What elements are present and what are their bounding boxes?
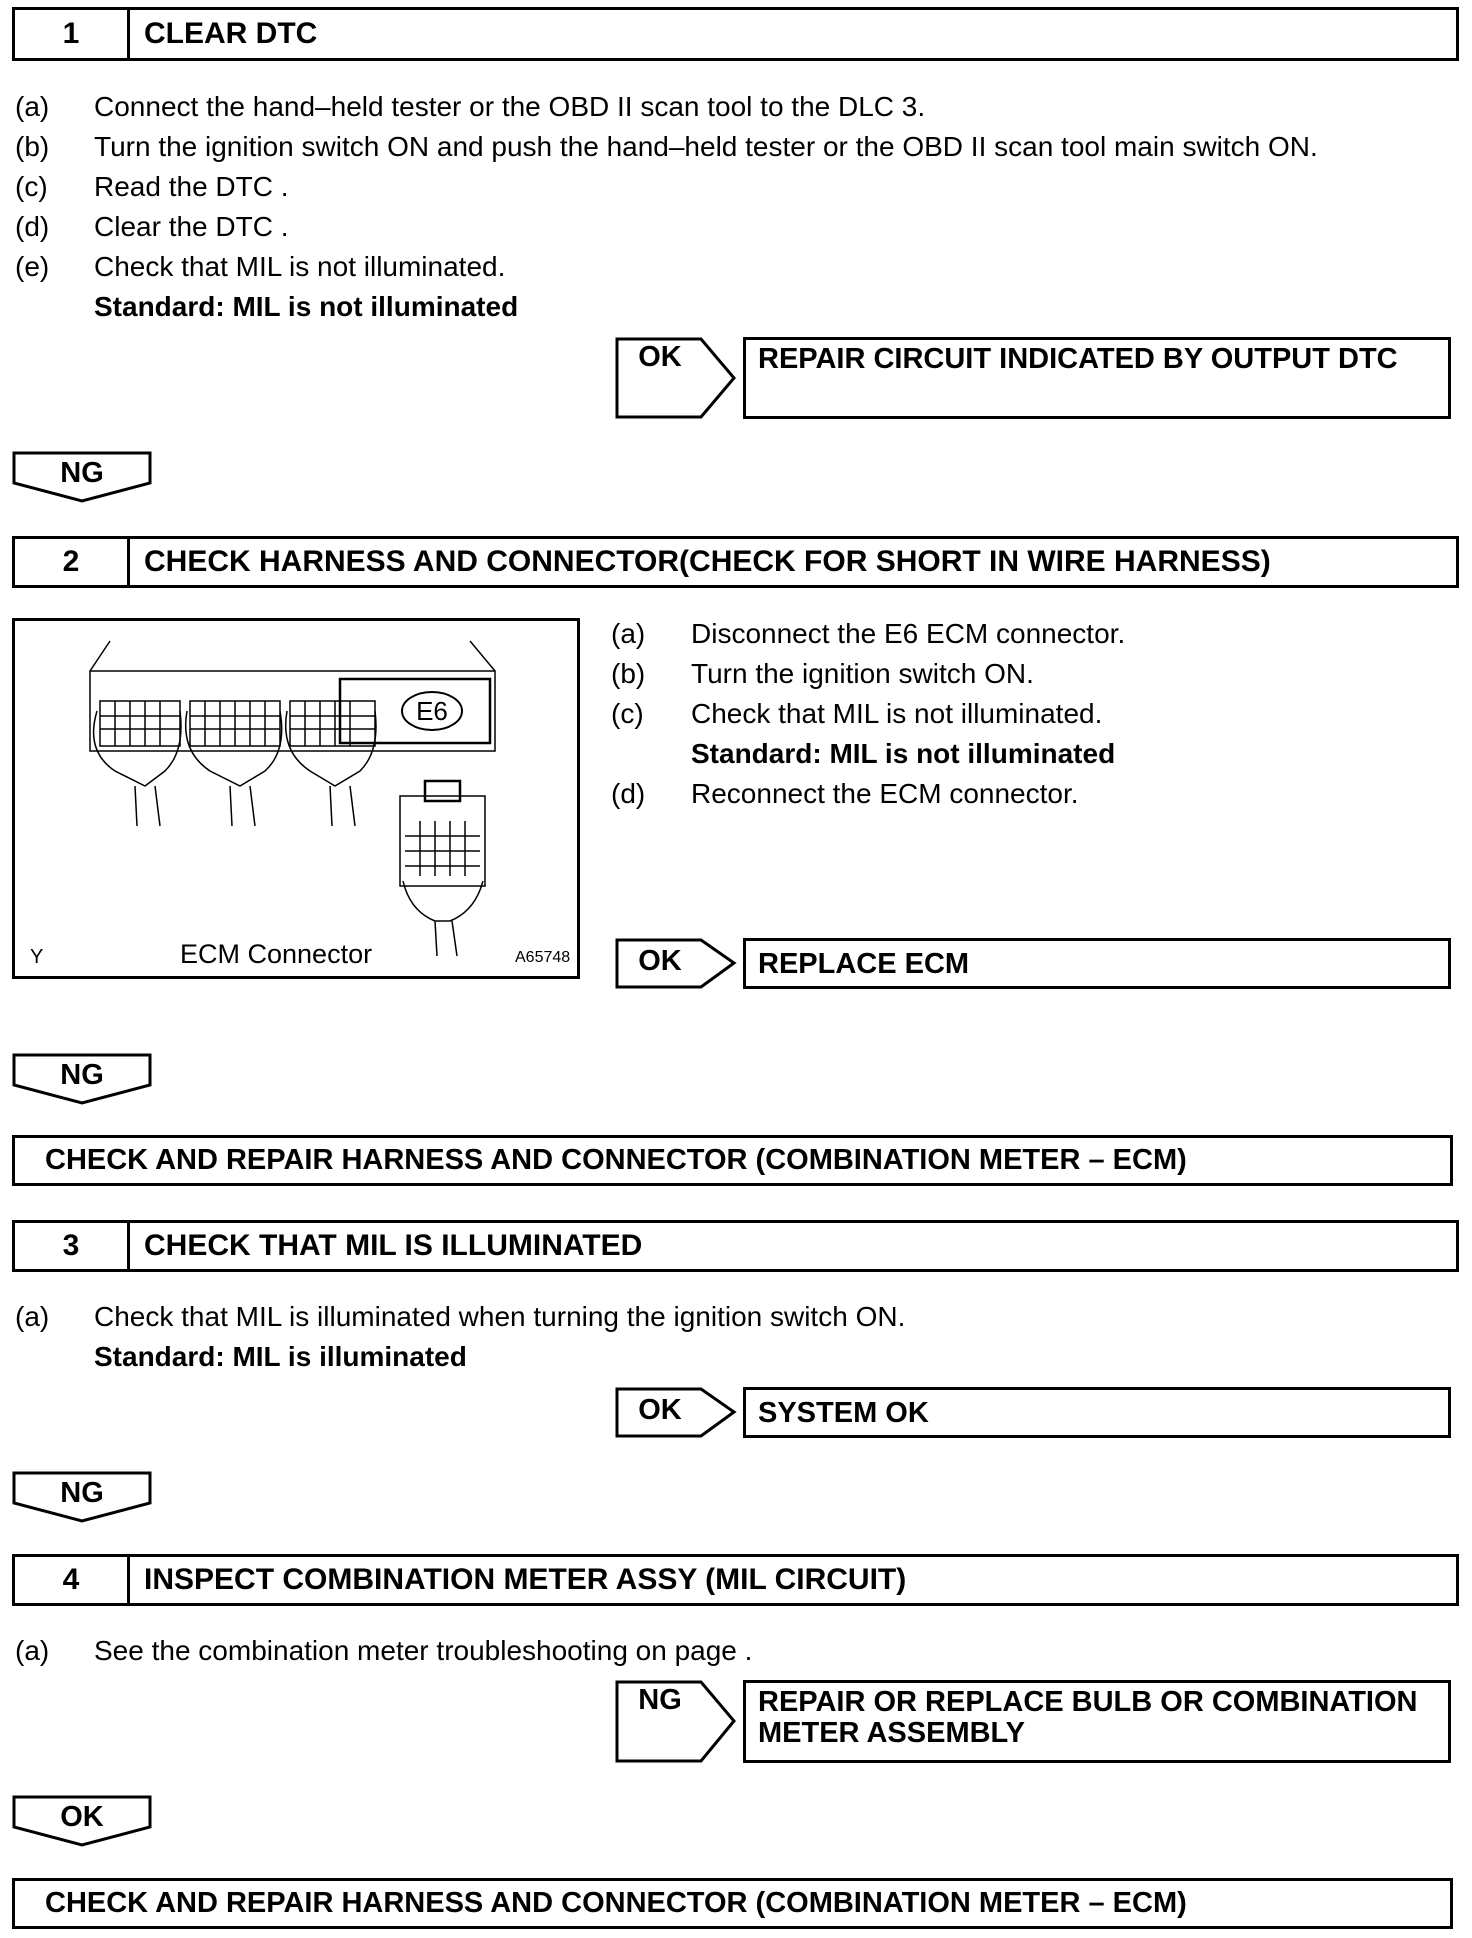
step-number: 1 — [15, 10, 130, 58]
standard-text: Standard: MIL is not illuminated — [94, 291, 519, 322]
step-number: 4 — [15, 1557, 130, 1603]
item-text: Check that MIL is illuminated when turning the ignition switch ON. — [94, 1301, 906, 1332]
item-label: (a) — [15, 1301, 50, 1332]
branch-label: OK — [638, 341, 682, 373]
item-text: Check that MIL is not illuminated. — [691, 698, 1103, 729]
item-text: Check that MIL is not illuminated. — [94, 251, 506, 282]
item-text: Reconnect the ECM connector. — [691, 778, 1079, 809]
step-3-header — [12, 1220, 1459, 1272]
item-label: (a) — [15, 1635, 50, 1666]
item-label: (e) — [15, 251, 50, 282]
action-box: CHECK AND REPAIR HARNESS AND CONNECTOR (COMBINATION METER – ECM) — [12, 1135, 1453, 1186]
step-number: 2 — [15, 539, 130, 585]
item-label: (b) — [611, 658, 646, 689]
item-text: Turn the ignition switch ON and push the hand–held tester or the OBD II scan tool main switch ON. — [94, 131, 1318, 162]
flow-label: OK — [60, 1801, 104, 1833]
figure-code: A65748 — [515, 949, 571, 966]
item-label: (a) — [611, 618, 646, 649]
flow-label: NG — [60, 457, 104, 489]
ecm-connector-figure — [12, 618, 580, 979]
ecm-connector-illustration — [15, 621, 577, 976]
item-text: See the combination meter troubleshooting on page . — [94, 1635, 753, 1666]
connector-id-label: E6 — [416, 696, 448, 726]
ok-branch-tag — [615, 1387, 737, 1438]
result-line-2: METER ASSEMBLY — [758, 1717, 1025, 1749]
branch-label: OK — [638, 945, 682, 977]
branch-result-box — [743, 1680, 1451, 1763]
item-text: Disconnect the E6 ECM connector. — [691, 618, 1126, 649]
ok-branch-tag — [615, 938, 737, 989]
item-label: (d) — [15, 211, 50, 242]
standard-text: Standard: MIL is not illuminated — [691, 738, 1116, 769]
standard-text: Standard: MIL is illuminated — [94, 1341, 467, 1372]
flow-label: NG — [60, 1477, 104, 1509]
step-2-header — [12, 536, 1459, 588]
branch-result-box: REPLACE ECM — [743, 938, 1451, 989]
figure-caption: ECM Connector — [180, 939, 373, 969]
item-text: Read the DTC . — [94, 171, 289, 202]
item-label: (c) — [15, 171, 48, 202]
step-number: 3 — [15, 1223, 130, 1269]
figure-corner-mark: Y — [30, 946, 44, 968]
ng-flow-tag — [12, 1053, 152, 1103]
ng-flow-tag — [12, 1471, 152, 1521]
step-title: INSPECT COMBINATION METER ASSY (MIL CIRCUIT) — [144, 1563, 907, 1596]
result-line-1: REPAIR OR REPLACE BULB OR COMBINATION — [758, 1686, 1418, 1718]
ng-flow-tag — [12, 451, 152, 501]
step-title: CHECK THAT MIL IS ILLUMINATED — [144, 1229, 643, 1262]
step-1-header — [12, 7, 1459, 61]
branch-result-box: REPAIR CIRCUIT INDICATED BY OUTPUT DTC — [743, 337, 1451, 419]
branch-result-box: SYSTEM OK — [743, 1387, 1451, 1438]
branch-label: OK — [638, 1394, 682, 1426]
ok-flow-tag — [12, 1795, 152, 1845]
item-text: Connect the hand–held tester or the OBD II scan tool to the DLC 3. — [94, 91, 926, 122]
flow-label: NG — [60, 1059, 104, 1091]
item-label: (c) — [611, 698, 644, 729]
item-text: Clear the DTC . — [94, 211, 289, 242]
branch-label: NG — [638, 1684, 682, 1716]
item-label: (d) — [611, 778, 646, 809]
step-title: CHECK HARNESS AND CONNECTOR(CHECK FOR SHORT IN WIRE HARNESS) — [144, 545, 1271, 578]
ng-branch-tag — [615, 1680, 737, 1763]
step-title: CLEAR DTC — [144, 17, 318, 50]
step-4-header — [12, 1554, 1459, 1606]
ok-branch-tag — [615, 337, 737, 419]
item-label: (b) — [15, 131, 50, 162]
item-label: (a) — [15, 91, 50, 122]
action-box: CHECK AND REPAIR HARNESS AND CONNECTOR (COMBINATION METER – ECM) — [12, 1878, 1453, 1929]
item-text: Turn the ignition switch ON. — [691, 658, 1034, 689]
